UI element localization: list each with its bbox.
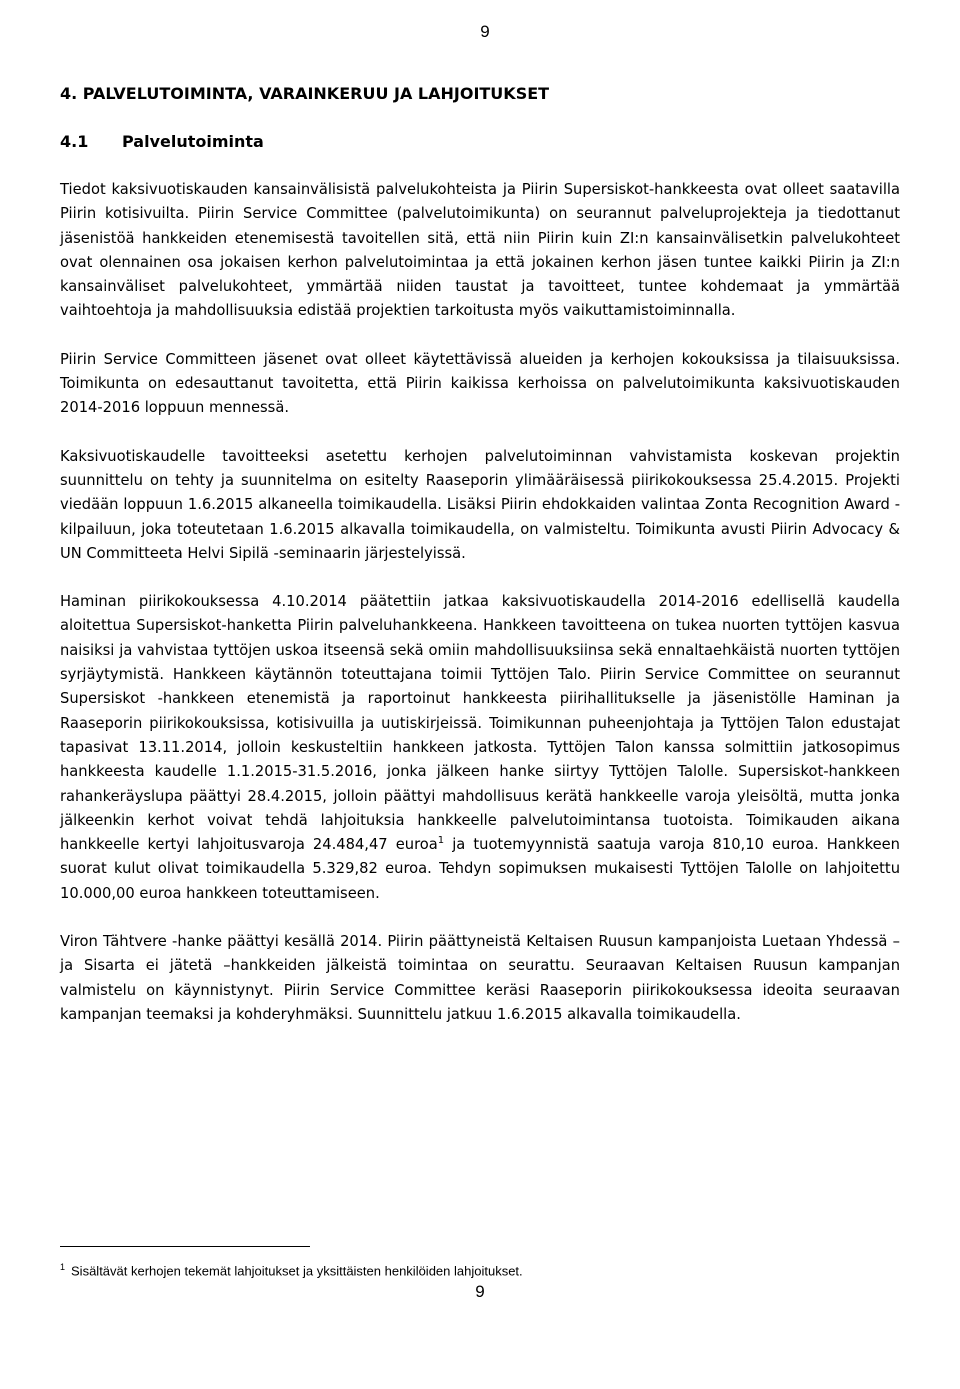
paragraph-4 [60, 590, 900, 906]
paragraph-4-part-1: Haminan piirikokouksessa 4.10.2014 päätettiin jatkaa kaksivuotiskaudella 2014-2016 edellisellä kaudella aloitettua Supersiskot-hanketta Piirin palveluhankkeena. Hankkeen tavoitteena on tukea nuorten tyttöjen kasvua naisiksi ja vahvistaa tyttöjen uskoa itseensä sekä omiin mahdollisuuksiinsa sekä ennaltaehkäistä nuorten tyttöjen syrjäytymistä. Hankkeen käytännön toteuttajana toimii Tyttöjen Talo. Piirin Service Committee on seurannut Supersiskot -hankkeen etenemistä ja raportoinut hankkeesta piirihallitukselle ja jäsenistölle Haminan ja Raaseporin piirikokouksissa, kotisivuilla ja uutiskirjeissä. Toimikunnan puheenjohtaja ja Tyttöjen Talon edustajat tapasivat 13.11.2014, jolloin keskusteltiin hankkeen jatkosta. Tyttöjen Talon kanssa solmittiin jatkosopimus hankkeesta kaudelle 1.1.2015-31.5.2016, jonka jälkeen hanke siirtyy Tyttöjen Talolle. Supersiskot-hankkeen rahankeräyslupa päättyi 28.4.2015, jolloin päättyi mahdollisuus kerätä hankkeelle varoja yleisöltä, mutta jonka jälkeenkin kerhot voivat tehdä lahjoituksia hankkeelle palvelutoimintansa tuotoista. Toimikauden aikana hankkeelle kertyi lahjoitusvaroja 24.484,47 euroa [60, 593, 900, 854]
paragraph-1: Tiedot kaksivuotiskauden kansainvälisistä palvelukohteista ja Piirin Supersiskot-hankkeesta ovat olleet saatavilla Piirin kotisivuilta. Piirin Service Committee (palvelutoimikunta) on seurannut palveluprojekteja ja tiedottanut jäsenistöä hankkeiden etenemisestä tavoitellen sitä, että niin Piirin kuin ZI:n kansainvälisetkin palvelukohteet ovat olennainen osa jokaisen kerhon palvelutoimintaa ja että jokainen kerhon jäsen tuntee kaikki Piirin ja ZI:n kansainväliset palvelukohteet, ymmärtää niiden taustat ja tavoitteet, tuntee kohdemaat ja ymmärtää vaihtoehtoja ja mahdollisuuksia edistää projektien tarkoitusta myös vaikuttamistoiminnalla. [60, 181, 900, 320]
subsection-number: 4.1 [60, 132, 89, 151]
footnote-marker: 1 [60, 1262, 66, 1272]
footnote-separator [60, 1246, 310, 1247]
paragraph-3: Kaksivuotiskaudelle tavoitteeksi asetettu kerhojen palvelutoiminnan vahvistamista koskevan projektin suunnittelu on tehty ja suunnitelma on esitelty Raaseporin ylimääräisessä piirikokouksessa 25.4.2015. Projekti viedään loppuun 1.6.2015 alkaneella toimikaudella. Lisäksi Piirin ehdokkaiden valintaa Zonta Recognition Award -kilpailuun, joka toteutetaan 1.6.2015 alkavalla toimikaudella, on valmisteltu. Toimikunta avusti Piirin Advocacy & UN Committeeta Helvi Sipilä -seminaarin järjestelyissä. [60, 447, 900, 562]
page-content [60, 82, 900, 1051]
footnote-text: Sisältävät kerhojen tekemät lahjoitukset ja yksittäisten henkilöiden lahjoitukset. [71, 1263, 523, 1279]
footnote [60, 1258, 900, 1280]
subsection-heading [60, 130, 900, 154]
section-heading: 4. PALVELUTOIMINTA, VARAINKERUU JA LAHJOITUKSET [60, 84, 550, 103]
footnote-reference: 1 [437, 835, 445, 847]
paragraph-5: Viron Tähtvere -hanke päättyi kesällä 2014. Piirin päättyneistä Keltaisen Ruusun kampanjoista Luetaan Yhdessä – ja Sisarta ei jätetä –hankkeiden jälkeistä toimintaa on seurattu. Seuraavan Keltaisen Ruusun kampanjan valmistelu on käynnistynyt. Piirin Service Committee keräsi Raaseporin piirikokouksessa ideoita seuraavan kampanjan teemaksi ja kohderyhmäksi. Suunnittelu jatkuu 1.6.2015 alkavalla toimikaudella. [60, 933, 900, 1023]
paragraph-4-part-2: ja tuotemyynnistä saatuja varoja 810,10 euroa. Hankkeen suorat kulut olivat toimikaudella 5.329,82 euroa. Tehdyn sopimuksen mukaisesti Tyttöjen Talolle on lahjoitettu 10.000,00 euroa hankkeen toteuttamiseen. [60, 836, 900, 902]
page-number-top: 9 [480, 22, 490, 41]
subsection-title: Palvelutoiminta [122, 132, 264, 151]
page-number-bottom: 9 [475, 1282, 485, 1301]
paragraph-2: Piirin Service Committeen jäsenet ovat olleet käytettävissä alueiden ja kerhojen kokouksissa ja tilaisuuksissa. Toimikunta on edesauttanut tavoitetta, että Piirin kaikissa kerhoissa on palvelutoimikunta kaksivuotiskauden 2014-2016 loppuun mennessä. [60, 350, 900, 417]
